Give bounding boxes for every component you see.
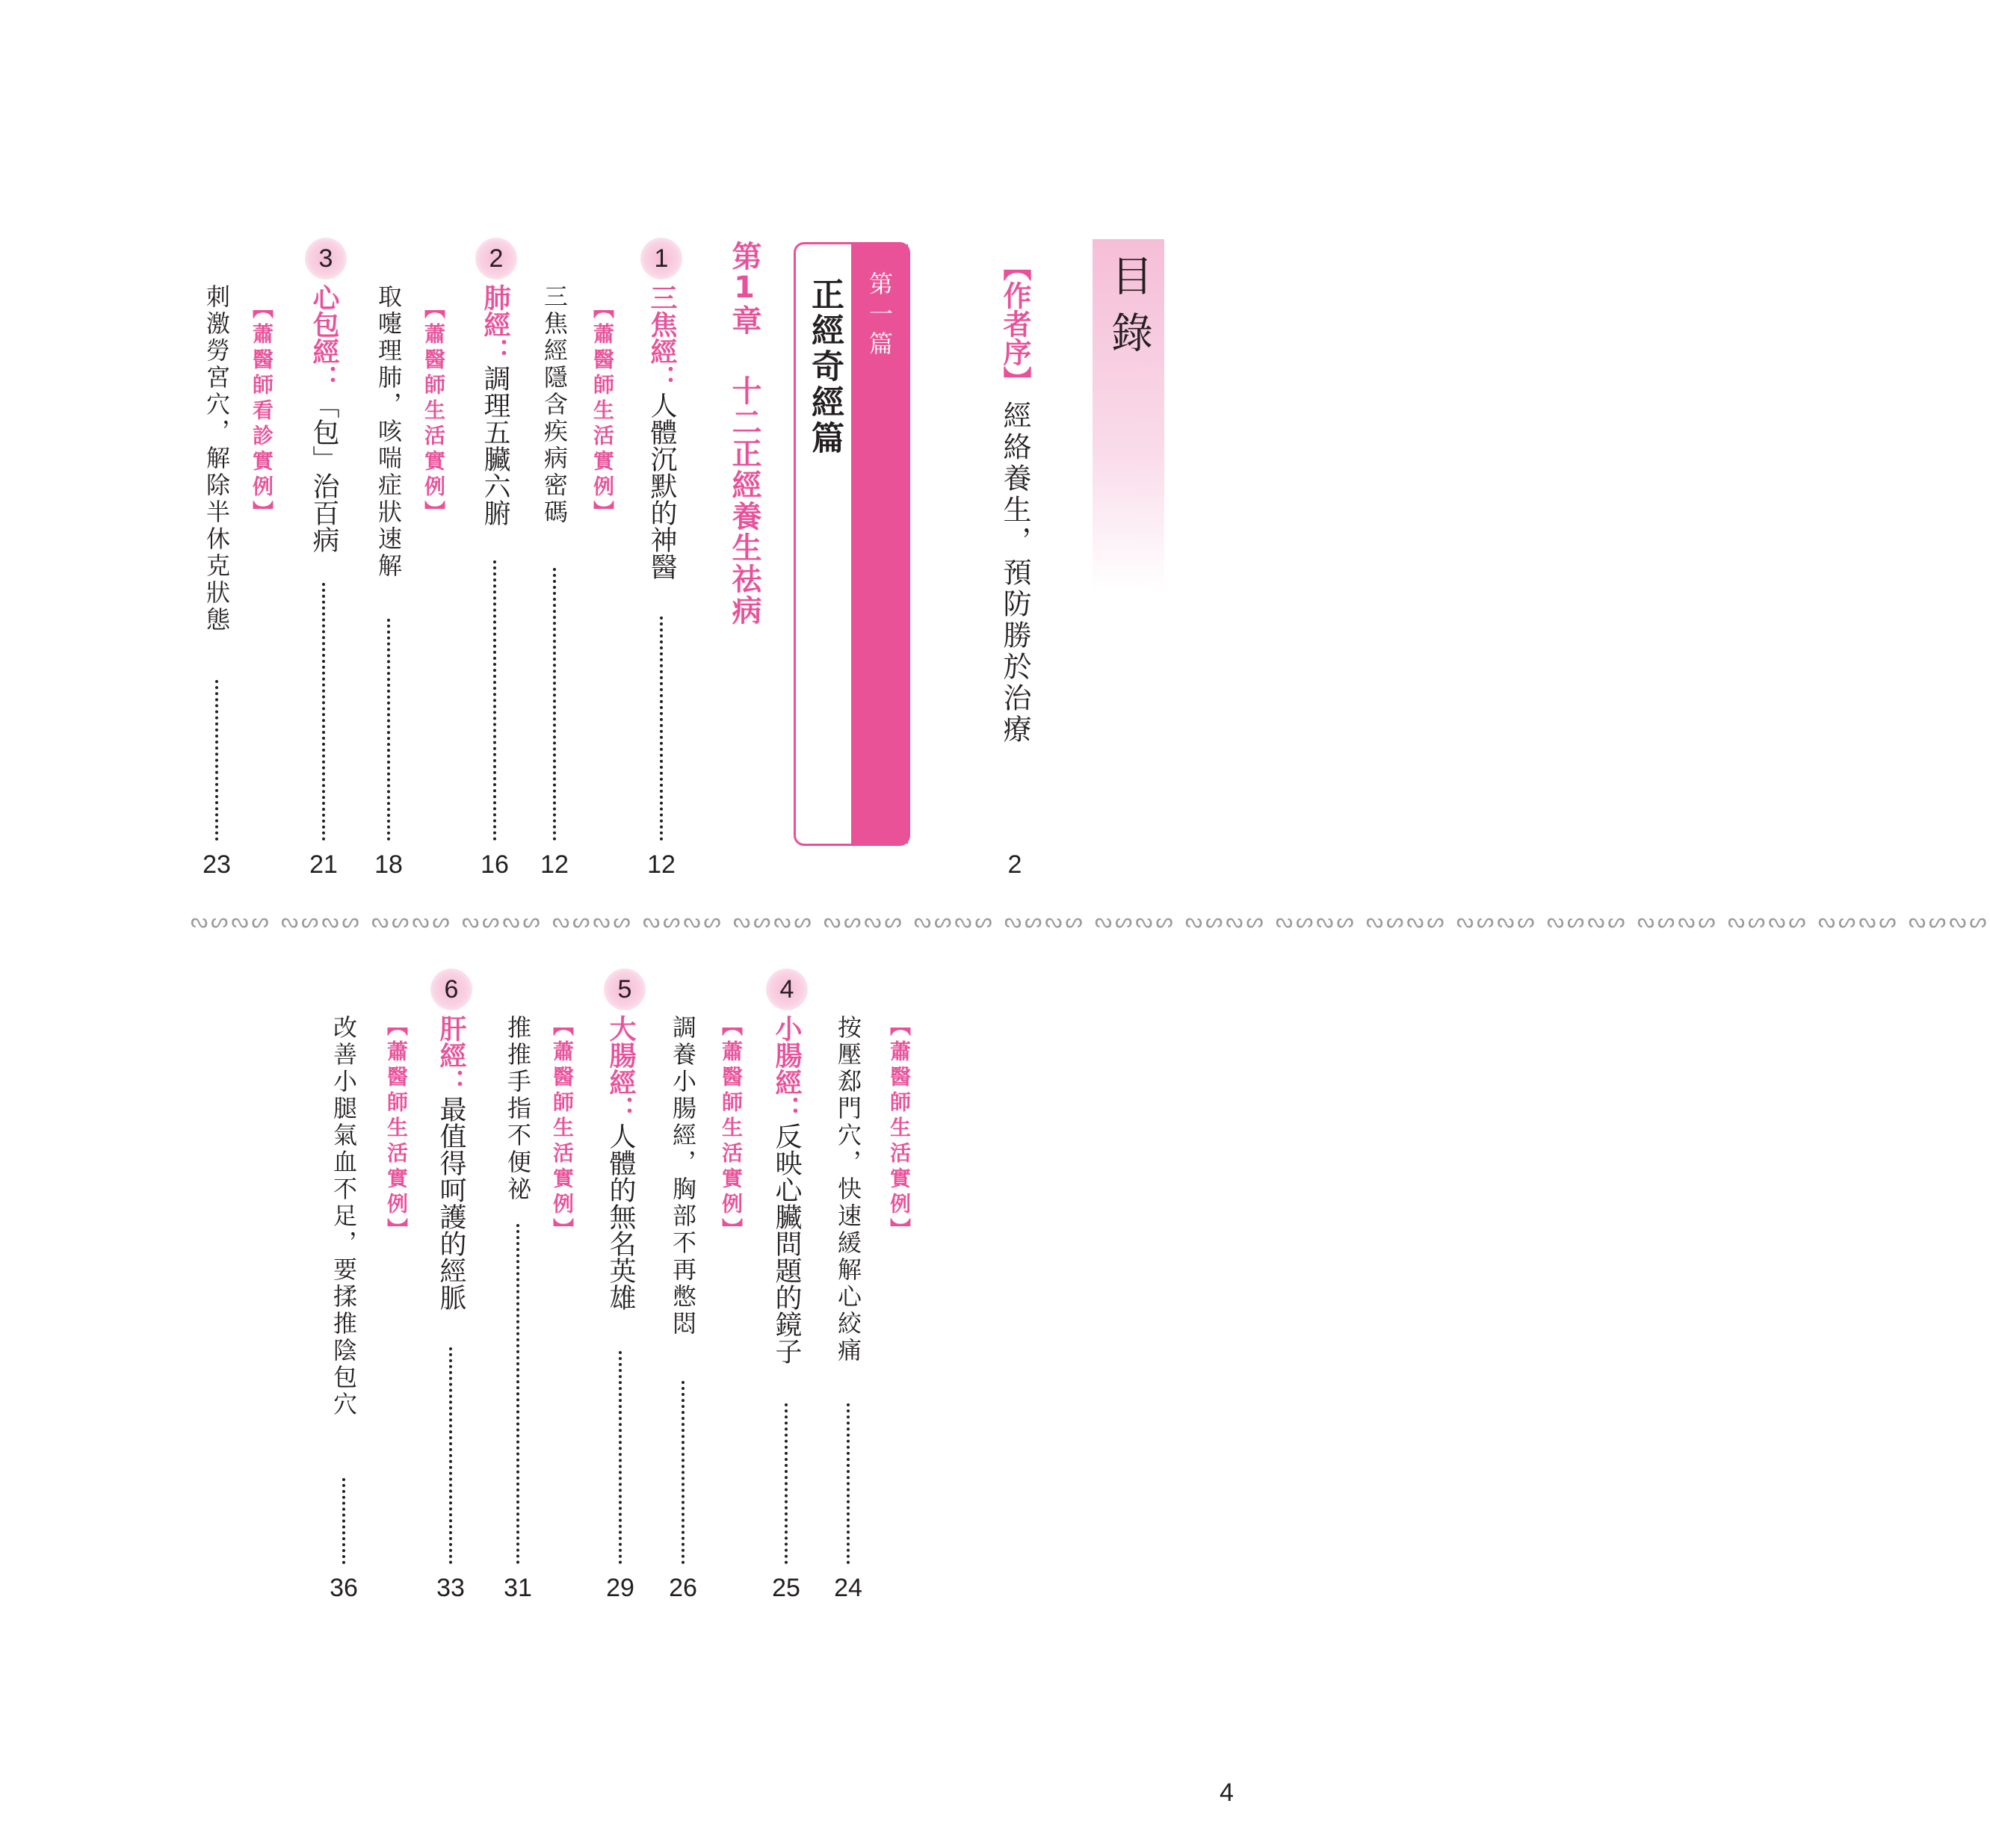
entry-number-badge: 2 <box>475 238 517 279</box>
section-divider-ornament: ᔓᔕᔓᔕ ᔓᔕᔓᔕ ᔓᔕᔓᔕ ᔓᔕᔓᔕ ᔓᔕᔓᔕ ᔓᔕᔓᔕ ᔓᔕᔓᔕ ᔓᔕᔓᔕ ᔓᔕᔓᔕ ᔓᔕᔓᔕ ᔓᔕᔓᔕ ᔓᔕᔓᔕ ᔓᔕᔓᔕ ᔓᔕᔓᔕ ᔓᔕᔓᔕ ᔓᔕᔓᔕ ᔓᔕᔓᔕ ᔓᔕᔓᔕ ᔓᔕᔓᔕ ᔓᔕᔓᔕ <box>191 910 1990 933</box>
toc-entry <box>532 284 577 889</box>
toc-entry <box>428 1015 473 1613</box>
chapter-heading <box>722 241 767 659</box>
case-label: 【蕭醫師生活實例】 <box>590 297 615 526</box>
entry-title: 三焦經隱含疾病密碼 <box>540 284 569 526</box>
dot-leader <box>619 1351 622 1564</box>
part-tab <box>794 242 910 846</box>
toc-entry <box>301 284 346 889</box>
toc-entry <box>194 284 239 889</box>
preface-entry <box>992 253 1037 888</box>
dot-leader <box>493 560 496 841</box>
toc-entry <box>366 284 411 889</box>
entry-title: 調養小腸經，胸部不再憋悶 <box>669 1015 697 1338</box>
entry-number-badge: 4 <box>766 968 808 1010</box>
entry-title: 刺激勞宮穴，解除半休克狀態 <box>203 284 231 634</box>
entry-title: 反映心臟問題的鏡子 <box>771 1122 802 1365</box>
entry-title: 按壓郄門穴，快速緩解心絞痛 <box>834 1015 862 1365</box>
entry-page: 18 <box>374 850 403 879</box>
dot-leader <box>387 619 390 841</box>
entry-number-badge: 5 <box>604 968 646 1010</box>
preface-label: 【作者序】 <box>998 253 1031 395</box>
toc-subentry <box>411 297 456 889</box>
dot-leader <box>847 1403 850 1564</box>
entry-page: 21 <box>309 850 338 879</box>
page-number: 4 <box>1220 1779 1234 1807</box>
entry-title: 取嚏理肺，咳喘症狀速解 <box>374 284 403 580</box>
entry-meridian: 肺經： <box>480 284 510 365</box>
case-label: 【蕭醫師生活實例】 <box>384 1015 409 1243</box>
dot-leader <box>516 1224 519 1564</box>
preface-title: 經絡養生，預防勝於治療 <box>998 401 1031 746</box>
part-title: 正經奇經篇 <box>806 277 844 457</box>
preface-page: 2 <box>1007 850 1022 879</box>
toc-subentry <box>374 1015 418 1613</box>
entry-title: 調理五臟六腑 <box>480 365 510 526</box>
dot-leader <box>449 1347 452 1564</box>
chapter-label: 第1章 <box>727 241 761 335</box>
toc-entry <box>472 284 517 889</box>
part-label: 第一篇 <box>865 271 894 361</box>
entry-title: 推推手指不便祕 <box>504 1015 532 1203</box>
entry-meridian: 大腸經： <box>605 1015 636 1122</box>
entry-page: 12 <box>647 850 676 879</box>
toc-entry <box>495 1015 540 1613</box>
entry-page: 16 <box>480 850 509 879</box>
toc-entry <box>661 1015 705 1613</box>
dot-leader <box>322 583 325 841</box>
case-label: 【蕭醫師看診實例】 <box>250 297 274 526</box>
case-label: 【蕭醫師生活實例】 <box>887 1015 912 1243</box>
entry-title: 最值得呵護的經脈 <box>436 1095 466 1311</box>
dot-leader <box>215 680 218 841</box>
entry-page: 12 <box>540 850 569 879</box>
entry-page: 29 <box>606 1574 634 1602</box>
entry-page: 23 <box>203 850 231 879</box>
entry-page: 24 <box>834 1574 862 1602</box>
entry-page: 26 <box>669 1574 697 1602</box>
entry-meridian: 三焦經： <box>646 284 677 392</box>
toc-subentry <box>877 1015 921 1613</box>
case-label: 【蕭醫師生活實例】 <box>550 1015 575 1243</box>
toc-subentry <box>708 1015 753 1613</box>
dot-leader <box>553 568 556 841</box>
toc-subentry <box>580 297 625 889</box>
toc-subentry <box>239 297 284 889</box>
entry-title: 「包」治百病 <box>309 392 339 553</box>
toc-entry <box>321 1015 366 1613</box>
entry-meridian: 心包經： <box>309 284 339 392</box>
entry-title: 改善小腿氣血不足，要揉推陰包穴 <box>330 1015 358 1418</box>
entry-title: 人體的無名英雄 <box>605 1122 636 1311</box>
toc-heading: 目錄 <box>1104 254 1153 368</box>
case-label: 【蕭醫師生活實例】 <box>421 297 446 526</box>
entry-number-badge: 3 <box>305 238 347 279</box>
toc-heading-block <box>1093 239 1164 590</box>
dot-leader <box>682 1381 685 1564</box>
toc-entry <box>826 1015 871 1613</box>
case-label: 【蕭醫師生活實例】 <box>719 1015 744 1243</box>
part-tab-fill <box>851 244 908 844</box>
toc-subentry <box>540 1015 584 1613</box>
entry-page: 25 <box>772 1574 800 1602</box>
dot-leader <box>342 1478 345 1564</box>
entry-title: 人體沉默的神醫 <box>646 392 677 580</box>
entry-meridian: 肝經： <box>436 1015 466 1095</box>
entry-page: 36 <box>330 1574 358 1602</box>
entry-page: 31 <box>504 1574 532 1602</box>
dot-leader <box>660 616 663 841</box>
toc-entry <box>639 284 684 889</box>
toc-entry <box>598 1015 643 1613</box>
dot-leader <box>785 1403 788 1564</box>
toc-entry <box>764 1015 809 1613</box>
entry-number-badge: 6 <box>430 968 472 1010</box>
entry-number-badge: 1 <box>640 238 682 279</box>
chapter-title: 十二正經養生祛病 <box>727 375 761 626</box>
entry-meridian: 小腸經： <box>771 1015 802 1122</box>
entry-page: 33 <box>436 1574 465 1602</box>
